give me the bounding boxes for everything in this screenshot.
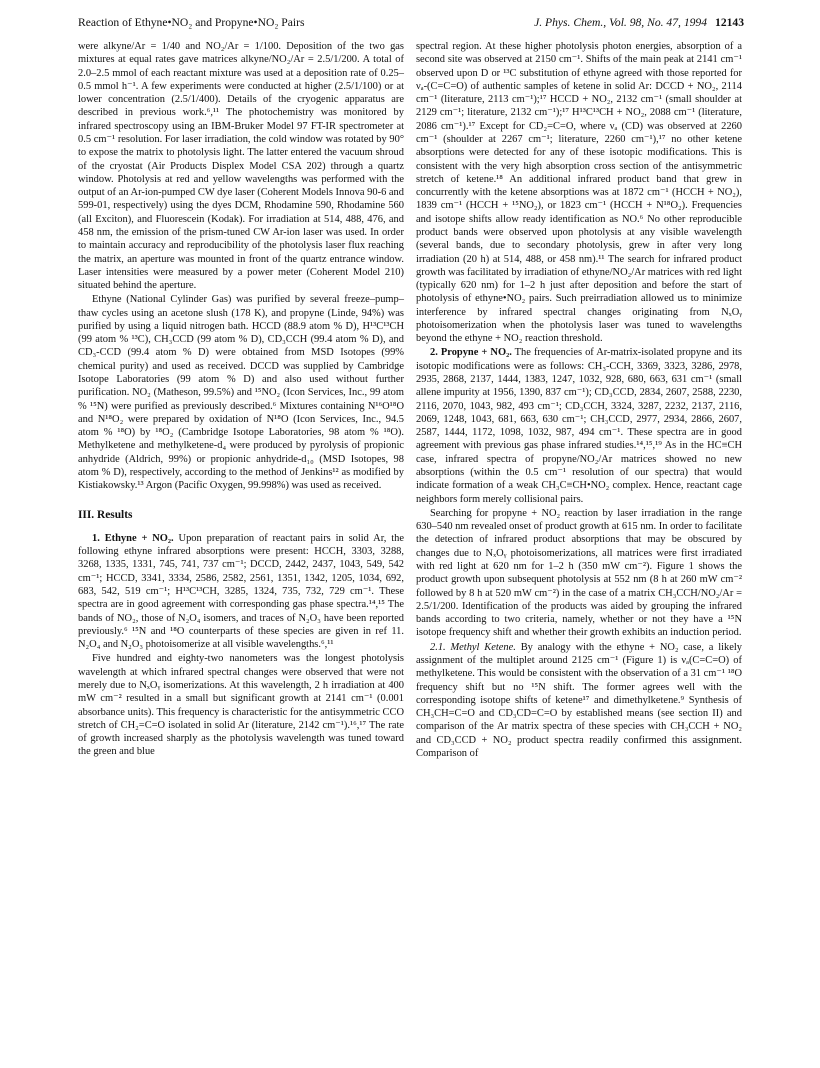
paragraph: were alkyne/Ar = 1/40 and NO₂/Ar = 1/100. Deposition of the two gas mixtures at equal rates gave matrices alkyne/NO₂/Ar = 2.5/1/200. A total of 2.0–2.5 mmol of each reactant mixture was used at a deposition rate of 0.25–0.5 mmol h⁻¹. A few experiments were conducted at higher (2.5/1/100) or at lower concentration (2.5/1/400). Details of the cryogenic apparatus are described in previous work.⁶,¹¹ The photochemistry was monitored by infrared spectroscopy using an IBM-Bruker Model 97 FT-IR spectrometer at 0.5 cm⁻¹ resolution. For laser irradiation, the cold window was rotated by 90° to expose the matrix to photolysis light. The latter entered the vacuum shroud of the cryostat (Air Products Displex Model CSA 202) through a quartz window. Photolysis at red and yellow wavelengths was performed with the output of an Ar-ion-pumped CW dye laser (Coherent Models Innova 90-6 and 599-01, respectively) using the dyes DCM, Rhodamine 590, Rhodamine 560 (all Exciton), and Fluorescein (Kodak). For irradiation at 514, 488, 476, and 458 nm, the emission of the prism-tuned CW Ar-ion laser was used. In order to maintain accuracy and reproducibility of the photolysis laser flux reaching the matrix, an aperture was mounted in front of the quartz entrance window. Laser intensities were measured by a power meter (Coherent Model 210) situated behind the aperture. bbox=[78, 41, 404, 292]
running-title: Reaction of Ethyne•NO₂ and Propyne•NO₂ Pairs bbox=[78, 16, 305, 29]
paragraph bbox=[416, 346, 742, 505]
paragraph bbox=[416, 641, 742, 761]
page-header bbox=[78, 16, 744, 34]
paragraph-text: The frequencies of Ar-matrix-isolated propyne and its isotopic modifications were as follows: CH₃-CCH, 3369, 3323, 3286, 2978, 2935, 2868, 2137, 1444, 1383, 1247, 1032, 928, 680, 663, 631 cm⁻¹ (small allene impurity at 1956, 1390, 837 cm⁻¹); CD₃CCD, 2834, 2607, 2588, 2230, 2116, 2070, 1043, 982, 493 cm⁻¹; CD₃CCH, 3324, 3287, 2232, 2137, 2116, 2069, 1248, 1043, 681, 663, 630 cm⁻¹; CH₃CCD, 2977, 2934, 2866, 2607, 2587, 1444, 1172, 1098, 1032, 987, 494 cm⁻¹. These spectra are in good agreement with previous gas phase infrared studies.¹⁴,¹⁵,¹⁹ As in the HC≡CH case, infrared spectra of propyne/NO₂/Ar matrices showed no new absorptions (within the 0.5 cm⁻¹ resolution of our spectra) that would indicate formation of a weak CH₃C≡CH•NO₂ complex. Hence, reactant cage neighbors form merely collisional pairs. bbox=[416, 347, 742, 505]
subsection-lead: 2. Propyne + NO₂. bbox=[430, 347, 512, 359]
paragraph-text: By analogy with the ethyne + NO₂ case, a likely assignment of the multiplet around 2125 cm⁻¹ (Figure 1) is νₐ(C=C=O) of methylketene. This would be consistent with the observation of a 31 cm⁻¹ ¹⁸O frequency shift but no ¹⁵N shift. The former agrees well with the corresponding isotope shifts of ketene¹⁷ and dimethylketene.⁹ Synthesis of CH₃CH=C=O and CD₃CD=C=O by established means (see section II) and comparison of the Ar matrix spectra of these species with CH₃CCH + NO₂ and CD₃CCD + NO₂ product spectra readily confirmed this assignment. Comparison of bbox=[416, 641, 743, 759]
paragraph: Searching for propyne + NO₂ reaction by laser irradiation in the range 630–540 nm revealed onset of product growth at 615 nm. In order to facilitate the detection of infrared product absorptions that may be obscured by changes due to NₓOᵧ photoisomerizations, all matrices were first irradiated with red light at 620 nm for 1–2 h (350 mW cm⁻²). Figure 1 shows the product growth upon subsequent photolysis at 552 nm (8 h at 260 mW cm⁻² followed by 8 h at 520 mW cm⁻²) in the case of a matrix CH₃CCH/NO₂/Ar = 2.5/1/200. Identification of the products was aided by grouping the infrared bands according to two criteria, namely, whether or not they have a ¹⁵N isotope frequency shift and whether their growth exhibits an induction period. bbox=[416, 507, 742, 639]
paragraph: Ethyne (National Cylinder Gas) was purified by several freeze–pump–thaw cycles using an acetone slush (178 K), and propyne (Linde, 94%) was purified by using a liquid nitrogen bath. HCCD (88.9 atom % D), H¹³C¹³CH (99 atom % ¹³C), CH₃CCD (99 atom % D), CD₃CCH (99.4 atom % D), and CD₃-CCD (99.4 atom % D) were obtained from MSD Isotopes (99% chemical purity) and used as received. DCCD was supplied by Cambridge Isotope Laboratories (99 atom % D) and also used without further purification. NO₂ (Matheson, 99.5%) and ¹⁵NO₂ (Icon Services, Inc., 99 atom % ¹⁵N) were purified as previously described.⁶ Mixtures containing N¹⁶O¹⁸O and N¹⁸O₂ were prepared by oxidation of N¹⁸O (Icon Services, Inc., 94.5 atom % ¹⁸O) by ¹⁸O₂ (Cambridge Isotope Laboratories, 98 atom % ¹⁸O). Methylketene and methylketene-d₄ were produced by pyrolysis of propionic anhydride (Aldrich, 99%) or propionic anhydride-d₁₀ (MSD Isotopes, 98 atom % D), respectively, according to the method of Jenkins¹² as modified by Kistiakowsky.¹³ Argon (Pacific Oxygen, 99.998%) was used as received. bbox=[78, 294, 404, 492]
journal-citation bbox=[534, 16, 744, 29]
paragraph: Five hundred and eighty-two nanometers was the longest photolysis wavelength at which infrared spectral changes were observed that were not merely due to NₓOᵧ isomerizations. At this wavelength, 2 h irradiation at 400 mW cm⁻² resulted in a small but significant growth at 2141 cm⁻¹ (0.001 absorbance units). This frequency is characteristic for the antisymmetric CCO stretch of CH₂=C=O isolated in solid Ar (literature, 2142 cm⁻¹).¹⁶,¹⁷ The rate of growth increased sharply as the photolysis wavelength was tuned toward the green and blue bbox=[78, 653, 404, 758]
paragraph bbox=[78, 532, 404, 652]
journal-name: J. Phys. Chem., Vol. 98, No. 47, 1994 bbox=[534, 16, 708, 29]
subsection-lead: 2.1. Methyl Ketene. bbox=[430, 641, 516, 653]
right-column bbox=[416, 40, 742, 761]
paragraph-text: Upon preparation of reactant pairs in solid Ar, the following ethyne infrared absorptions were present: HCCH, 3303, 3288, 3268, 1335, 1331, 745, 741, 737 cm⁻¹; DCCD, 2442, 2437, 1043, 549, 542 cm⁻¹; HCCD, 3341, 3334, 2586, 2582, 2561, 1351, 1342, 1205, 1034, 692, 683, 542, 519 cm⁻¹; H¹³C¹³CH, 3285, 1324, 735, 732, 729 cm⁻¹. These spectra are in good agreement with corresponding gas phase spectra.¹⁴,¹⁵ The bands of NO₂, those of N₂O₄ isomers, and traces of N₂O₃ have been reported previously.⁶ ¹⁵N and ¹⁸O counterparts of these species are given in ref 11. N₂O₄ and N₂O₃ photoisomerize at all visible wavelengths.⁶,¹¹ bbox=[78, 532, 404, 651]
paragraph: spectral region. At these higher photolysis photon energies, absorption of a second site was observed at 2150 cm⁻¹. Shifts of the main peak at 2141 cm⁻¹ observed upon D or ¹³C substitution of ethyne agreed with those reported for νₐ-(C=C=O) of authentic samples of ketene in solid Ar: DCCD + NO₂, 2114 cm⁻¹ (literature, 2113 cm⁻¹);¹⁷ HCCD + NO₂, 2132 cm⁻¹ (small shoulder at 2129 cm⁻¹; literature, 2132 cm⁻¹);¹⁷ H¹³C¹³CH + NO₂, 2088 cm⁻¹ (literature, 2086 cm⁻¹).¹⁷ Except for CD₂=C=O, where νₐ (CD) was observed at 2260 cm⁻¹ (shoulder at 2267 cm⁻¹; literature, 2260 cm⁻¹),¹⁷ no other ketene absorptions were detected for any of these isotopic modifications. This is consistent with the very high absorption cross section of the antisymmetric stretch of ketene.¹⁸ An additional infrared product band that grew in concurrently with the ketene absorptions was at 1872 cm⁻¹ (HCCH + NO₂), 1839 cm⁻¹ (HCCH + ¹⁵NO₂), or 1823 cm⁻¹ (HCCH + N¹⁸O₂). Frequencies and isotope shifts allow ready identification as NO.⁶ No other reproducible product bands were observed upon photolysis at any visible wavelength (several bands, due to secondary photolysis, grew in after very long irradiation (20 h) at 514, 488, or 458 nm).¹¹ The search for infrared product growth was facilitated by irradiation of ethyne/NO₂/Ar matrices with red light (typically 620 nm) for 1–2 h just after deposition and before the start of photolysis of ethyne•NO₂ pairs. Such preirradiation allowed us to minimize interference by infrared spectral changes originating from NₓOᵧ photoisomerization when the photolysis laser was tuned to wavelengths beyond the ethyne + NO₂ reaction threshold. bbox=[416, 41, 742, 345]
section-heading: III. Results bbox=[78, 508, 133, 521]
page-number: 12143 bbox=[715, 16, 744, 29]
subsection-lead: 1. Ethyne + NO₂. bbox=[92, 532, 174, 544]
left-column bbox=[78, 40, 404, 760]
